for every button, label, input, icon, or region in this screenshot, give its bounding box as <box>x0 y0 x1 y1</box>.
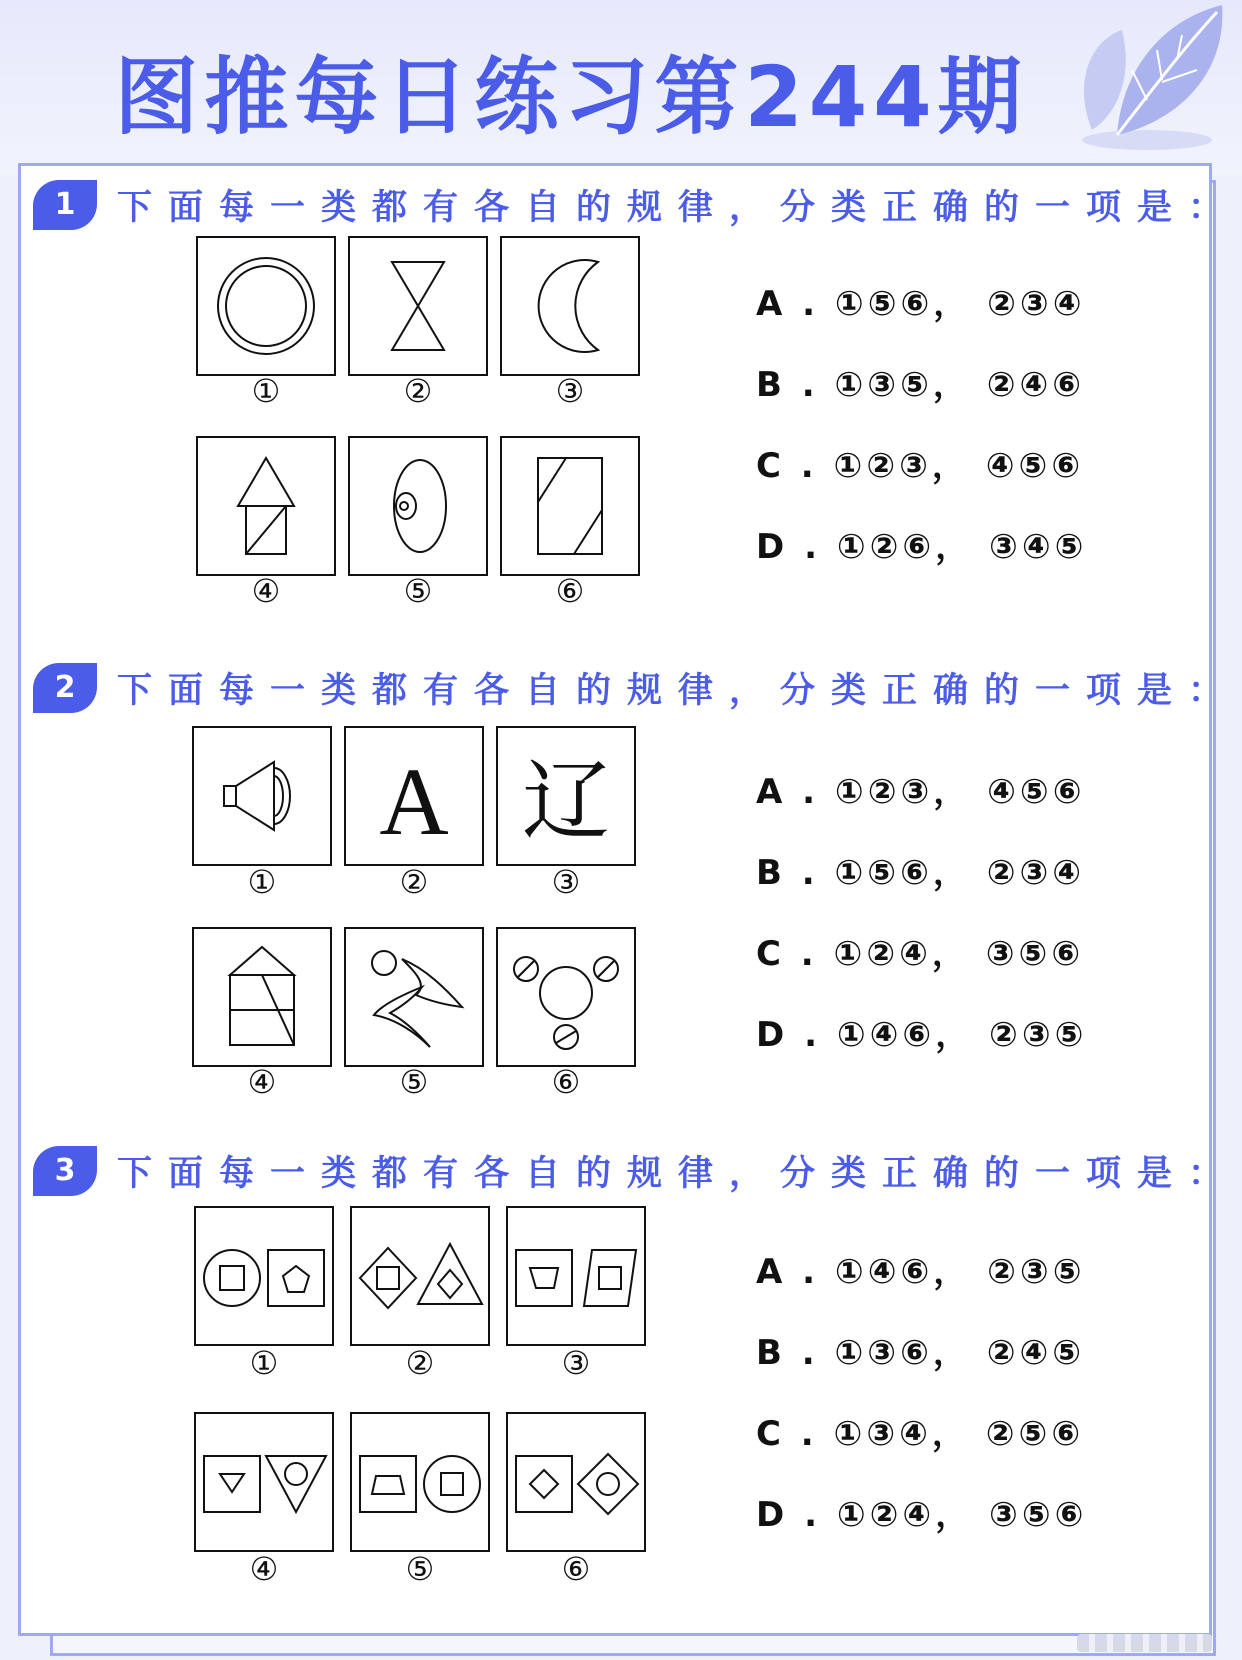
option-b[interactable]: B . ①③⑥， ②④⑤ <box>756 1333 1086 1373</box>
question-prompt: 下面每一类都有各自的规律，分类正确的一项是： <box>117 188 1240 228</box>
figure-3 <box>506 1206 646 1346</box>
option-a[interactable]: A . ①④⑥， ②③⑤ <box>756 1252 1086 1292</box>
diamond-diamond-icon <box>508 1414 644 1550</box>
figure-6 <box>500 436 640 576</box>
option-letter: A <box>756 772 787 812</box>
option-text: ①②⑥， ③④⑤ <box>836 527 1088 567</box>
rectangle-with-diagonals-icon <box>502 438 638 574</box>
question-number-badge: 3 <box>33 1146 97 1196</box>
option-letter: C <box>756 934 785 974</box>
option-text: ①③⑤， ②④⑥ <box>834 365 1086 405</box>
leaf-decoration-icon <box>1062 0 1232 160</box>
figure-label: ① <box>249 1344 279 1382</box>
option-text: ①②④， ③⑤⑥ <box>833 934 1085 974</box>
option-b[interactable]: B . ①③⑤， ②④⑥ <box>756 365 1086 405</box>
figure-5 <box>350 1412 490 1552</box>
option-text: ①②④， ③⑤⑥ <box>836 1495 1088 1535</box>
figure-6 <box>506 1412 646 1552</box>
figure-label: ① <box>247 863 277 901</box>
figure-2 <box>350 1206 490 1346</box>
figure-5 <box>348 436 488 576</box>
figure-label: ② <box>399 863 429 901</box>
boomerang-shapes-icon <box>346 929 482 1065</box>
question-prompt: 下面每一类都有各自的规律，分类正确的一项是： <box>117 671 1240 711</box>
figure-label: ③ <box>551 863 581 901</box>
option-text: ①③④， ②⑤⑥ <box>833 1414 1085 1454</box>
figure-label: ⑥ <box>551 1063 581 1101</box>
figure-label: ④ <box>251 572 281 610</box>
figure-4 <box>194 1412 334 1552</box>
option-letter: D <box>756 1495 789 1535</box>
figure-label: ④ <box>247 1063 277 1101</box>
option-letter: D <box>756 1015 789 1055</box>
figure-label: ③ <box>561 1344 591 1382</box>
option-text: ①⑤⑥， ②③④ <box>834 853 1086 893</box>
figure-5 <box>344 927 484 1067</box>
circles-cluster-icon <box>498 929 634 1065</box>
watermark <box>1077 1634 1212 1652</box>
figure-character: 辽 <box>521 750 611 853</box>
option-letter: C <box>756 446 785 486</box>
page-title: 图推每日练习第244期 <box>114 48 1028 146</box>
circle-square-pentagon-icon <box>196 1208 332 1344</box>
trapezoid-circle-icon <box>352 1414 488 1550</box>
figure-1 <box>192 726 332 866</box>
figure-2 <box>344 726 484 866</box>
house-with-diagonal-icon <box>194 929 330 1065</box>
option-letter: B <box>756 1333 786 1373</box>
option-c[interactable]: C . ①③④， ②⑤⑥ <box>756 1414 1085 1454</box>
option-text: ①③⑥， ②④⑤ <box>834 1333 1086 1373</box>
option-letter: C <box>756 1414 785 1454</box>
figure-label: ④ <box>249 1550 279 1588</box>
figure-4 <box>196 436 336 576</box>
option-text: ①⑤⑥， ②③④ <box>834 284 1086 324</box>
option-text: ①④⑥， ②③⑤ <box>834 1252 1086 1292</box>
double-circle-icon <box>198 238 334 374</box>
option-c[interactable]: C . ①②③， ④⑤⑥ <box>756 446 1085 486</box>
hourglass-icon <box>350 238 486 374</box>
figure-label: ⑤ <box>399 1063 429 1101</box>
content-panel <box>18 163 1240 1636</box>
figure-label: ① <box>251 372 281 410</box>
option-d[interactable]: D . ①②⑥， ③④⑤ <box>756 527 1088 567</box>
triangle-circle-icon <box>196 1414 332 1550</box>
pentagon-parallelogram-icon <box>508 1208 644 1344</box>
character-liao-icon <box>498 728 634 864</box>
option-a[interactable]: A . ①⑤⑥， ②③④ <box>756 284 1086 324</box>
option-d[interactable]: D . ①④⑥， ②③⑤ <box>756 1015 1088 1055</box>
figure-4 <box>192 927 332 1067</box>
option-text: ①②③， ④⑤⑥ <box>833 446 1085 486</box>
option-d[interactable]: D . ①②④， ③⑤⑥ <box>756 1495 1088 1535</box>
diamond-triangle-icon <box>352 1208 488 1344</box>
speaker-icon <box>194 728 330 864</box>
figure-1 <box>196 236 336 376</box>
figure-label: ⑥ <box>561 1550 591 1588</box>
letter-a-icon <box>346 728 482 864</box>
option-letter: D <box>756 527 789 567</box>
figure-3 <box>500 236 640 376</box>
question-number-badge: 1 <box>33 180 97 230</box>
figure-label: ⑤ <box>403 572 433 610</box>
figure-6 <box>496 927 636 1067</box>
figure-3 <box>496 726 636 866</box>
figure-2 <box>348 236 488 376</box>
option-c[interactable]: C . ①②④， ③⑤⑥ <box>756 934 1085 974</box>
option-letter: B <box>756 853 786 893</box>
figure-label: ⑥ <box>555 572 585 610</box>
crescent-icon <box>502 238 638 374</box>
option-a[interactable]: A . ①②③， ④⑤⑥ <box>756 772 1086 812</box>
ellipse-with-eye-icon <box>350 438 486 574</box>
option-b[interactable]: B . ①⑤⑥， ②③④ <box>756 853 1086 893</box>
option-text: ①②③， ④⑤⑥ <box>834 772 1086 812</box>
option-text: ①④⑥， ②③⑤ <box>836 1015 1088 1055</box>
question-number-badge: 2 <box>33 663 97 713</box>
option-letter: A <box>756 284 787 324</box>
option-letter: A <box>756 1252 787 1292</box>
figure-label: ② <box>403 372 433 410</box>
option-letter: B <box>756 365 786 405</box>
question-prompt: 下面每一类都有各自的规律，分类正确的一项是： <box>117 1154 1240 1194</box>
figure-letter: A <box>379 748 449 855</box>
figure-label: ② <box>405 1344 435 1382</box>
figure-label: ⑤ <box>405 1550 435 1588</box>
figure-1 <box>194 1206 334 1346</box>
figure-label: ③ <box>555 372 585 410</box>
house-arrow-icon <box>198 438 334 574</box>
